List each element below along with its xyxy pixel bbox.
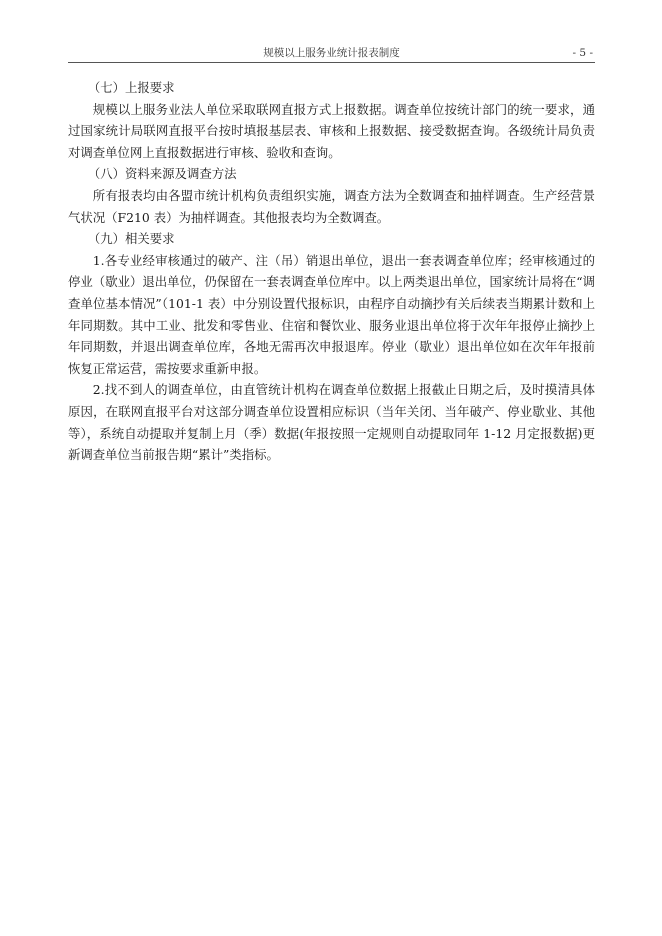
section-heading-related-requirements: （九）相关要求: [87, 231, 175, 247]
header-divider: [68, 62, 595, 63]
section-heading-data-sources: （八）资料来源及调查方法: [87, 166, 237, 182]
paragraph-requirement-2: 2.找不到人的调查单位，由直管统计机构在调查单位数据上报截止日期之后，及时摸清具体原因，在联网直报平台对这部分调查单位设置相应标识（当年关闭、当年破产、停业歇业、其他等），系统自动提取并复制上月（季）数据(年报按照一定规则自动提取同年 1-12 月定报数据)更新调查单位当前报告期“累计”类指标。: [68, 382, 595, 463]
page-header: [68, 44, 595, 62]
header-title: 规模以上服务业统计报表制度: [263, 47, 400, 59]
paragraph-reporting-requirements: 规模以上服务业法人单位采取联网直报方式上报数据。调查单位按统计部门的统一要求，通过国家统计局联网直报平台按时填报基层表、审核和上报数据、接受数据查询。各级统计局负责对调查单位网上直报数据进行审核、验收和查询。: [68, 101, 595, 160]
page-number: - 5 -: [572, 47, 593, 59]
document-body: [68, 77, 595, 466]
paragraph-data-sources: 所有报表均由各盟市统计机构负责组织实施，调查方法为全数调查和抽样调查。生产经营景气状况（F210 表）为抽样调查。其他报表均为全数调查。: [68, 187, 595, 225]
section-heading-reporting-requirements: （七）上报要求: [87, 80, 175, 95]
paragraph-requirement-1: 1.各专业经审核通过的破产、注（吊）销退出单位，退出一套表调查单位库；经审核通过的停业（歇业）退出单位，仍保留在一套表调查单位库中。以上两类退出单位，国家统计局将在“调查单位基本情况”（101-1 表）中分别设置代报标识，由程序自动摘抄有关后续表当期累计数和上年同期数。其中工业、批发和零售业、住宿和餐饮业、服务业退出单位将于次年年报停止摘抄上年同期数，并退出调查单位库，各地无需再次申报退库。停业（歇业）退出单位如在次年年报前恢复正常运营，需按要求重新申报。: [68, 252, 595, 376]
